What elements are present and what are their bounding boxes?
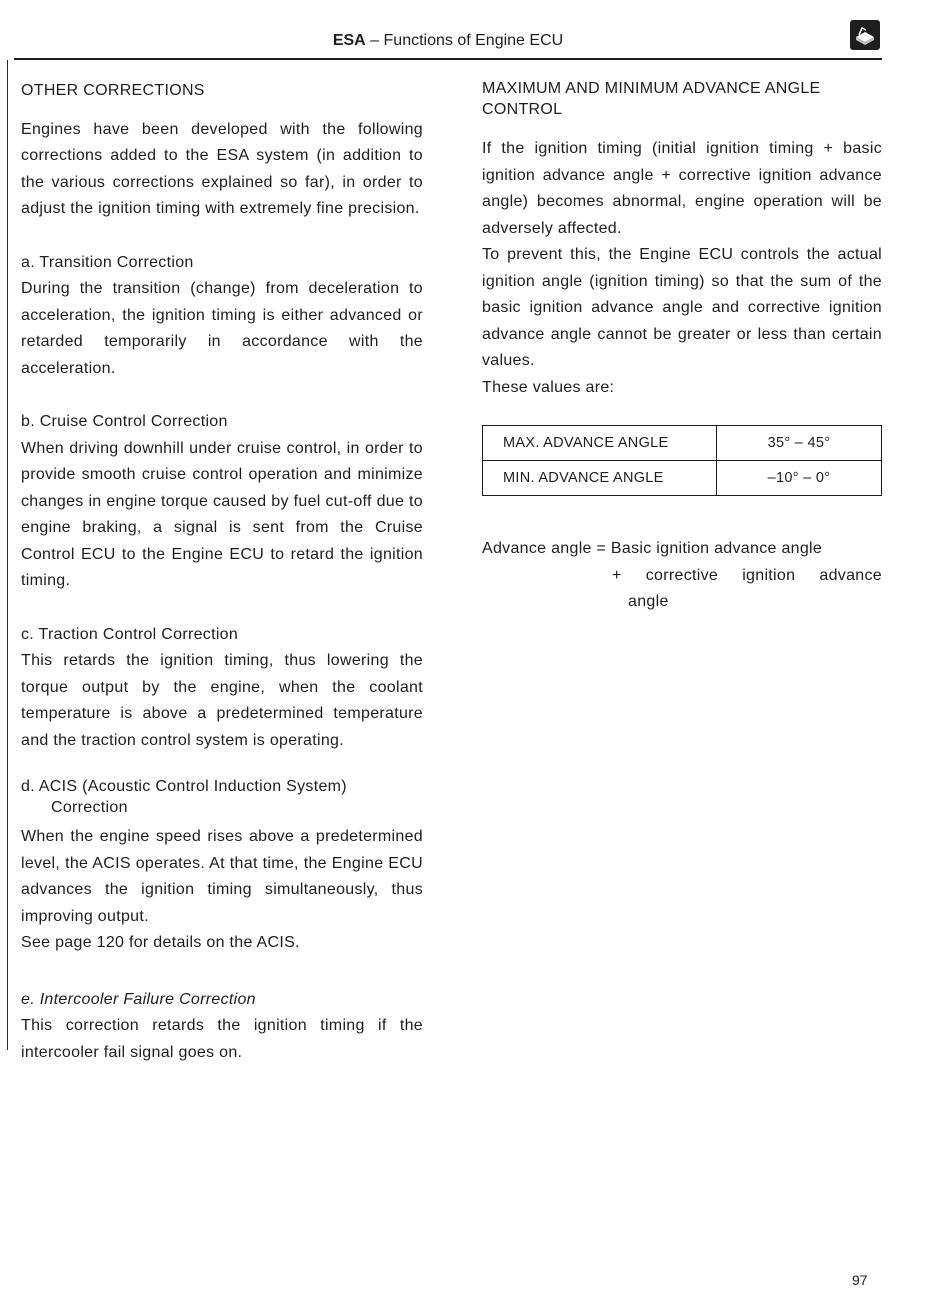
right-column xyxy=(482,78,882,616)
paragraph-ignition-timing-abnormal: If the ignition timing (initial ignition timing + basic ignition advance angle + corrective ignition advance angle) becomes abnormal, engine operation will be adversely affected. xyxy=(482,140,882,237)
section-title-other-corrections: OTHER CORRECTIONS xyxy=(21,82,205,99)
table-cell-value: 35° – 45° xyxy=(717,426,882,461)
heading-traction-control-correction: c. Traction Control Correction xyxy=(21,625,239,643)
body-cruise-control-correction: When driving downhill under cruise control, in order to provide smooth cruise control operation and minimize changes in engine torque caused by fuel cut-off due to engine braking, a signal is sent from the Cruise Control ECU to the Engine ECU to retard the ignition timing. xyxy=(21,439,423,589)
body-traction-control-correction: This retards the ignition timing, thus lowering the torque output by the engine, when the coolant temperature is above a predetermined temperature and the traction control system is operating. xyxy=(21,652,423,749)
formula-line-3: angle xyxy=(628,593,669,610)
acis-see-page: See page 120 for details on the ACIS. xyxy=(21,934,300,951)
table-row xyxy=(483,426,882,461)
table-cell-label: MIN. ADVANCE ANGLE xyxy=(483,461,717,496)
paragraph-values-are: These values are: xyxy=(482,378,615,396)
page-number: 97 xyxy=(852,1272,868,1288)
heading-intercooler-failure-correction: e. Intercooler Failure Correction xyxy=(21,990,256,1008)
header-title-bold: ESA xyxy=(332,32,366,49)
page-header xyxy=(14,28,882,60)
left-margin-rule xyxy=(7,60,8,1050)
table-cell-value: –10° – 0° xyxy=(717,461,882,496)
header-title-rest: – Functions of Engine ECU xyxy=(365,32,564,49)
advance-angle-formula xyxy=(482,536,882,616)
table-row xyxy=(483,461,882,496)
formula-line-2: + corrective ignition advance xyxy=(612,566,882,584)
body-transition-correction: During the transition (change) from deceleration to acceleration, the ignition timing is either advanced or retarded temporarily in accordance with the acceleration. xyxy=(21,280,423,377)
book-icon xyxy=(850,20,880,50)
advance-angle-table xyxy=(482,425,882,496)
left-column xyxy=(21,78,423,1066)
intro-paragraph: Engines have been developed with the following corrections added to the ESA system (in addition to the various corrections explained so far), in order to adjust the ignition timing with extremely fine precision. xyxy=(21,120,423,217)
heading-acis-correction: d. ACIS (Acoustic Control Induction System) Correction xyxy=(21,778,347,816)
section-title-advance-angle-control: MAXIMUM AND MINIMUM ADVANCE ANGLE CONTROL xyxy=(482,80,821,118)
table-cell-label: MAX. ADVANCE ANGLE xyxy=(483,426,717,461)
header-title xyxy=(14,32,882,50)
paragraph-ecu-controls-angle: To prevent this, the Engine ECU controls the actual ignition angle (ignition timing) so that the sum of the basic ignition advance angle and corrective ignition advance angle cannot be greater or less than certain values. xyxy=(482,246,882,369)
heading-transition-correction: a. Transition Correction xyxy=(21,253,194,271)
body-intercooler-failure-correction: This correction retards the ignition timing if the intercooler fail signal goes on. xyxy=(21,1017,423,1061)
body-acis-correction: When the engine speed rises above a predetermined level, the ACIS operates. At that time, the Engine ECU advances the ignition timing simultaneously, thus improving output. xyxy=(21,828,423,925)
formula-line-1: Advance angle = Basic ignition advance angle xyxy=(482,540,823,557)
heading-cruise-control-correction: b. Cruise Control Correction xyxy=(21,413,228,430)
